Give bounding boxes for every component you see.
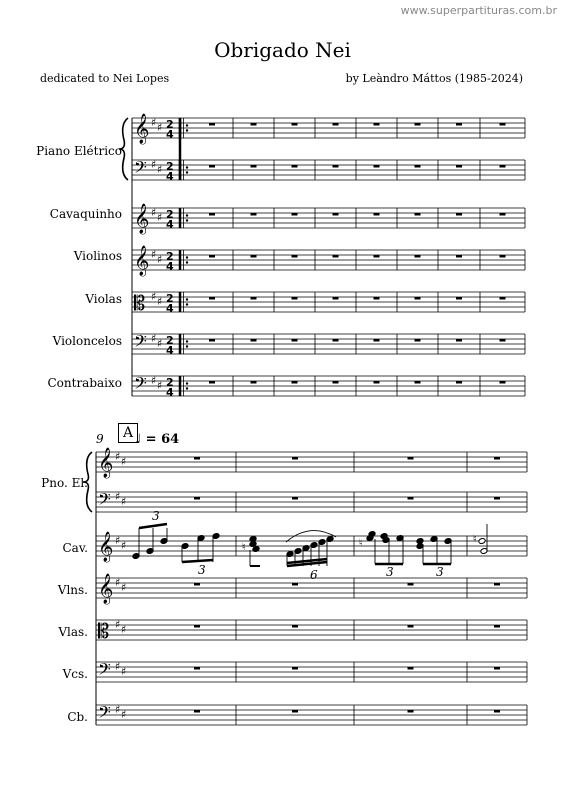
clef-treble: 𝄞 (134, 114, 150, 144)
whole-rest (500, 123, 506, 126)
whole-rest (374, 165, 380, 168)
whole-rest (292, 583, 298, 586)
whole-rest (415, 213, 421, 216)
note-beam (182, 560, 213, 562)
clef-bass: 𝄢 (134, 373, 147, 397)
whole-rest (374, 297, 380, 300)
sharp: ♯ (121, 581, 127, 594)
sharp: ♯ (157, 253, 163, 266)
whole-rest (251, 165, 257, 168)
sharp: ♯ (115, 703, 121, 716)
whole-rest (292, 497, 298, 500)
whole-rest (374, 123, 380, 126)
whole-rest (292, 457, 298, 460)
whole-rest (209, 213, 215, 216)
tempo-marking: ♩ = 64 (135, 432, 180, 447)
whole-rest (374, 381, 380, 384)
piano-brace-s2 (83, 452, 92, 512)
repeat-dot (186, 171, 188, 173)
whole-rest (500, 339, 506, 342)
whole-rest (456, 165, 462, 168)
time-sig-bottom: 4 (166, 344, 174, 357)
instrument-name-cavaquinho: Cavaquinho (49, 207, 122, 221)
tuplet-number: 6 (310, 568, 318, 582)
instrument-name-violoncelos: Violoncelos (52, 334, 122, 348)
whole-rest (494, 497, 500, 500)
tuplet-number: 3 (386, 565, 394, 579)
whole-rest (408, 710, 414, 713)
measure-number: 9 (96, 432, 104, 446)
whole-rest (292, 165, 298, 168)
instrument-short-contrabaixo: Cb. (67, 710, 88, 724)
whole-rest (374, 255, 380, 258)
whole-rest (251, 297, 257, 300)
whole-rest (415, 165, 421, 168)
staves (83, 118, 527, 725)
whole-rest (292, 255, 298, 258)
sharp: ♯ (151, 206, 157, 219)
clef-bass: 𝄢 (98, 659, 111, 683)
sharp: ♯ (121, 623, 127, 636)
note-beam (139, 524, 167, 528)
tuplet-number: 3 (198, 563, 206, 577)
whole-rest (500, 255, 506, 258)
time-sig-bottom: 4 (166, 170, 174, 183)
whole-rest (494, 457, 500, 460)
tuplet-number: 3 (436, 565, 444, 579)
whole-rest (415, 255, 421, 258)
sharp: ♯ (151, 158, 157, 171)
whole-rest (333, 255, 339, 258)
sharp: ♯ (115, 450, 121, 463)
whole-rest (408, 497, 414, 500)
repeat-dot (186, 129, 188, 131)
sharp: ♯ (121, 455, 127, 468)
whole-rest (500, 213, 506, 216)
whole-rest (415, 381, 421, 384)
time-sig-bottom: 4 (166, 302, 174, 315)
cavaquinho-melody (132, 509, 488, 582)
repeat-dot (186, 219, 188, 221)
whole-rest (209, 123, 215, 126)
whole-rest (333, 339, 339, 342)
whole-rest (292, 123, 298, 126)
whole-rest (251, 381, 257, 384)
repeat-dot (186, 124, 188, 126)
instrument-short-violas: Vlas. (58, 625, 88, 639)
clef-treble: 𝄞 (98, 448, 114, 478)
sharp: ♯ (121, 495, 127, 508)
repeat-dot (186, 345, 188, 347)
repeat-dot (186, 298, 188, 300)
whole-rest (408, 625, 414, 628)
time-sig-top: 2 (166, 208, 174, 221)
clef-alto: 𝄡 (98, 619, 110, 643)
whole-rest (494, 583, 500, 586)
sharp: ♯ (121, 708, 127, 721)
whole-rest (333, 297, 339, 300)
whole-rest (333, 165, 339, 168)
sharp: ♯ (115, 534, 121, 547)
whole-rest (415, 297, 421, 300)
whole-rest (494, 667, 500, 670)
clef-bass: 𝄢 (98, 489, 111, 513)
whole-rest (209, 165, 215, 168)
whole-rest (500, 297, 506, 300)
whole-rest (456, 297, 462, 300)
clef-treble: 𝄞 (98, 574, 114, 604)
time-sig-bottom: 4 (166, 386, 174, 399)
clef-alto: 𝄡 (134, 291, 146, 315)
piano-brace (119, 118, 128, 180)
instrument-short-piano: Pno. El. (41, 476, 88, 490)
sharp: ♯ (115, 618, 121, 631)
sharp: ♯ (157, 379, 163, 392)
sharp: ♯ (157, 337, 163, 350)
whole-rest (251, 339, 257, 342)
instrument-name-piano: Piano Elétrico (36, 144, 122, 158)
music-glyphs (98, 113, 506, 726)
sharp: ♯ (157, 163, 163, 176)
whole-rest (194, 457, 200, 460)
time-sig-top: 2 (166, 292, 174, 305)
sharp: ♯ (151, 116, 157, 129)
watermark: www.superpartituras.com.br (400, 4, 557, 17)
whole-rest (333, 213, 339, 216)
natural: ♮ (242, 542, 246, 553)
sharp: ♯ (151, 332, 157, 345)
whole-rest (209, 381, 215, 384)
time-sig-top: 2 (166, 118, 174, 131)
time-sig-bottom: 4 (166, 218, 174, 231)
whole-rest (494, 710, 500, 713)
whole-rest (194, 667, 200, 670)
whole-rest (456, 255, 462, 258)
clef-bass: 𝄢 (134, 331, 147, 355)
clef-bass: 𝄢 (134, 157, 147, 181)
instrument-name-violas: Violas (85, 292, 122, 306)
whole-rest (194, 710, 200, 713)
time-sig-top: 2 (166, 376, 174, 389)
repeat-dot (186, 303, 188, 305)
sharp: ♯ (121, 665, 127, 678)
whole-rest (374, 339, 380, 342)
whole-rest (194, 497, 200, 500)
repeat-dot (186, 387, 188, 389)
sharp: ♯ (157, 295, 163, 308)
whole-rest (292, 625, 298, 628)
clef-bass: 𝄢 (98, 702, 111, 726)
dedication: dedicated to Nei Lopes (40, 72, 170, 85)
instrument-short-violinos: Vlns. (57, 583, 88, 597)
page-title: Obrigado Nei (214, 38, 351, 62)
instrument-short-violoncelos: Vcs. (62, 667, 88, 681)
whole-rest (456, 123, 462, 126)
whole-rest (292, 667, 298, 670)
whole-rest (209, 297, 215, 300)
whole-rest (292, 297, 298, 300)
sharp: ♯ (151, 374, 157, 387)
whole-rest (209, 255, 215, 258)
whole-rest (456, 339, 462, 342)
whole-rest (500, 165, 506, 168)
repeat-dot (186, 214, 188, 216)
whole-rest (408, 457, 414, 460)
whole-rest (251, 255, 257, 258)
whole-rest (209, 339, 215, 342)
natural: ♮ (473, 534, 477, 545)
instrument-name-violinos: Violinos (73, 249, 122, 263)
time-sig-top: 2 (166, 160, 174, 173)
whole-rest (500, 381, 506, 384)
repeat-dot (186, 340, 188, 342)
whole-rest (194, 625, 200, 628)
notehead (478, 538, 486, 545)
clef-treble: 𝄞 (134, 246, 150, 276)
instrument-short-cavaquinho: Cav. (62, 541, 88, 555)
whole-rest (408, 583, 414, 586)
instrument-name-contrabaixo: Contrabaixo (47, 376, 122, 390)
whole-rest (408, 667, 414, 670)
sharp: ♯ (115, 660, 121, 673)
whole-rest (194, 583, 200, 586)
sharp: ♯ (115, 490, 121, 503)
whole-rest (415, 123, 421, 126)
sharp: ♯ (121, 539, 127, 552)
sharp: ♯ (151, 290, 157, 303)
sharp: ♯ (157, 211, 163, 224)
whole-rest (415, 339, 421, 342)
clef-treble: 𝄞 (134, 204, 150, 234)
repeat-dot (186, 256, 188, 258)
whole-rest (251, 213, 257, 216)
repeat-dot (186, 166, 188, 168)
clef-treble: 𝄞 (98, 532, 114, 562)
time-sig-top: 2 (166, 250, 174, 263)
whole-rest (251, 123, 257, 126)
repeat-dot (186, 382, 188, 384)
whole-rest (292, 710, 298, 713)
tuplet-number: 3 (152, 509, 160, 523)
time-sig-bottom: 4 (166, 260, 174, 273)
whole-rest (333, 123, 339, 126)
composer: by Leàndro Máttos (1985-2024) (345, 72, 523, 85)
whole-rest (292, 381, 298, 384)
whole-rest (456, 381, 462, 384)
whole-rest (374, 213, 380, 216)
time-sig-top: 2 (166, 334, 174, 347)
whole-rest (456, 213, 462, 216)
whole-rest (333, 381, 339, 384)
rehearsal-mark: A (118, 423, 138, 443)
time-sig-bottom: 4 (166, 128, 174, 141)
whole-rest (292, 339, 298, 342)
whole-rest (494, 625, 500, 628)
sharp: ♯ (151, 248, 157, 261)
sharp: ♯ (157, 121, 163, 134)
repeat-dot (186, 261, 188, 263)
sharp: ♯ (115, 576, 121, 589)
whole-rest (292, 213, 298, 216)
natural: ♮ (359, 538, 363, 549)
